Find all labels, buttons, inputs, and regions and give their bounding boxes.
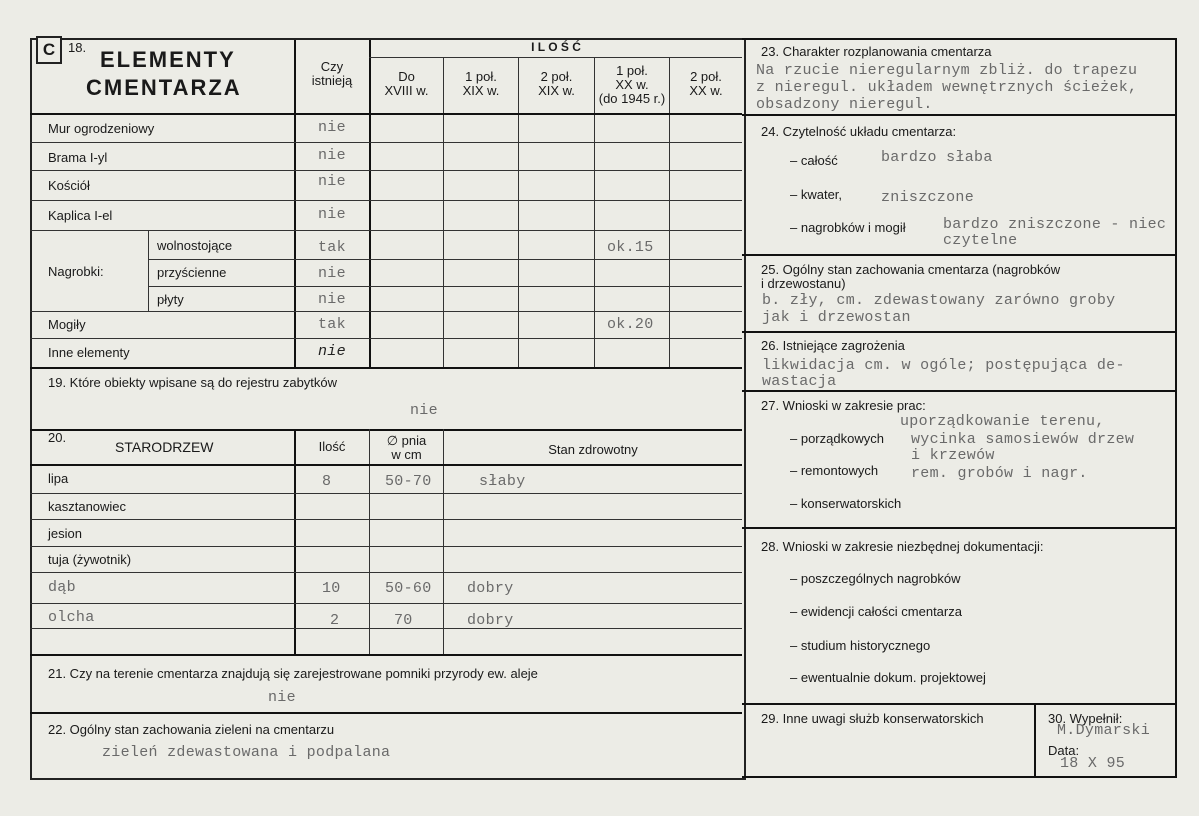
q28-label: 28. Wnioski w zakresie niezbędnej dokumentacji: xyxy=(761,539,1044,554)
q28-item-2: – studium historycznego xyxy=(790,638,931,653)
q25-line-1: jak i drzewostan xyxy=(762,309,911,326)
q24-item-value-1: zniszczone xyxy=(881,189,975,206)
tree-name-5: olcha xyxy=(48,609,95,626)
q24-item-label-0: – całość xyxy=(790,153,838,168)
tree-name-0: lipa xyxy=(48,471,69,486)
tree-pnia-0: 50-70 xyxy=(385,473,432,490)
header-col-4: 2 poł. XX w. xyxy=(689,69,723,98)
t20-col-stan: Stan zdrowotny xyxy=(548,442,638,457)
q29-label: 29. Inne uwagi służb konserwatorskich xyxy=(761,711,984,726)
section-title-line1: ELEMENTY xyxy=(100,47,236,72)
section-number: 18. xyxy=(68,40,87,55)
q27-porz-line-1: wycinka samosiewów drzew xyxy=(911,431,1135,448)
q21-label: 21. Czy na terenie cmentarza znajdują się zarejestrowane pomniki przyrody ew. aleje xyxy=(48,666,538,681)
q19-value: nie xyxy=(410,402,438,419)
q23-line-2: obsadzony nieregul. xyxy=(756,96,933,113)
q23-label: 23. Charakter rozplanowania cmentarza xyxy=(761,44,992,59)
row-label-2: Kościół xyxy=(48,178,90,193)
t20-title: STARODRZEW xyxy=(115,439,214,455)
czy-value-5: nie xyxy=(318,265,346,282)
tree-name-3: tuja (żywotnik) xyxy=(48,552,132,567)
q30-value: M.Dymarski xyxy=(1057,722,1151,739)
q24-item-value-2b: czytelne xyxy=(943,232,1018,249)
header-col-0: Do XVIII w. xyxy=(384,69,429,98)
q24-item-value-2a: bardzo zniszczone - niec xyxy=(943,216,1167,233)
czy-value-1: nie xyxy=(318,147,346,164)
row-label-5: przyścienne xyxy=(157,265,227,280)
q19-label: 19. Które obiekty wpisane są do rejestru zabytków xyxy=(48,375,338,390)
t20-number: 20. xyxy=(48,430,67,445)
q28-item-1: – ewidencji całości cmentarza xyxy=(790,604,962,619)
t20-col-pnia: ∅ pnia w cm xyxy=(386,433,427,462)
q22-label: 22. Ogólny stan zachowania zieleni na cmentarzu xyxy=(48,722,335,737)
tree-pnia-5: 70 xyxy=(394,612,413,629)
q27-porz-line-0: uporządkowanie terenu, xyxy=(900,413,1105,430)
tree-stan-0: słaby xyxy=(479,473,526,490)
q24-item-label-1: – kwater, xyxy=(790,187,843,202)
czy-value-7: tak xyxy=(318,316,346,333)
row-label-6: płyty xyxy=(157,292,184,307)
q25-label-2: i drzewostanu) xyxy=(761,276,846,291)
header-col-2: 2 poł. XIX w. xyxy=(538,69,575,98)
section-title-line2: CMENTARZA xyxy=(86,75,242,100)
ilosc-value-4: ok.15 xyxy=(607,239,654,256)
tree-ilosc-0: 8 xyxy=(322,473,332,490)
q26-line-1: wastacja xyxy=(762,373,837,390)
section-badge xyxy=(36,36,62,64)
row-label-0: Mur ogrodzeniowy xyxy=(48,121,155,136)
q28-item-0: – poszczególnych nagrobków xyxy=(790,571,961,586)
q27-rem-label: – remontowych xyxy=(790,463,879,478)
czy-value-8: nie xyxy=(318,343,346,360)
q24-label: 24. Czytelność układu cmentarza: xyxy=(761,124,957,139)
tree-name-1: kasztanowiec xyxy=(48,499,127,514)
q27-kons-label: – konserwatorskich xyxy=(790,496,902,511)
tree-stan-5: dobry xyxy=(467,612,514,629)
header-col-3: 1 poł. XX w. (do 1945 r.) xyxy=(598,63,666,106)
q26-label: 26. Istniejące zagrożenia xyxy=(761,338,905,353)
q30-label: 30. Wypełnił: xyxy=(1048,711,1123,726)
ilosc-value-7: ok.20 xyxy=(607,316,654,333)
q24-item-value-0: bardzo słaba xyxy=(881,149,993,166)
q25-label-1: 25. Ogólny stan zachowania cmentarza (nagrobków xyxy=(761,262,1061,277)
tree-ilosc-5: 2 xyxy=(330,612,340,629)
q24-item-label-2: – nagrobków i mogił xyxy=(790,220,906,235)
q27-porz-label: – porządkowych xyxy=(790,431,884,446)
t20-col-ilosc: Ilość xyxy=(318,439,346,454)
tree-name-2: jesion xyxy=(48,526,82,541)
q23-line-1: z nieregul. układem wewnętrznych ścieżek, xyxy=(756,79,1138,96)
q22-value: zieleń zdewastowana i podpalana xyxy=(102,744,391,761)
q28-item-3: – ewentualnie dokum. projektowej xyxy=(790,670,986,685)
czy-value-6: nie xyxy=(318,291,346,308)
czy-value-4: tak xyxy=(318,239,346,256)
q23-line-0: Na rzucie nieregularnym zbliż. do trapezu xyxy=(756,62,1138,79)
nagrobki-label: Nagrobki: xyxy=(48,264,104,279)
row-label-8: Inne elementy xyxy=(48,345,130,360)
section-badge-text: C xyxy=(42,40,56,59)
q30-data-value: 18 X 95 xyxy=(1060,755,1126,772)
q27-rem-value: rem. grobów i nagr. xyxy=(911,465,1088,482)
q26-line-0: likwidacja cm. w ogóle; postępująca de- xyxy=(762,357,1125,374)
q21-value: nie xyxy=(268,689,296,706)
tree-pnia-4: 50-60 xyxy=(385,580,432,597)
row-label-7: Mogiły xyxy=(48,317,86,332)
header-ilosc: I L O Ś Ć xyxy=(531,40,581,54)
tree-stan-4: dobry xyxy=(467,580,514,597)
tree-ilosc-4: 10 xyxy=(322,580,341,597)
row-label-1: Brama I-yl xyxy=(48,150,108,165)
czy-value-0: nie xyxy=(318,119,346,136)
q27-porz-line-2: i krzewów xyxy=(911,447,995,464)
q30-data-label: Data: xyxy=(1048,743,1080,758)
header-col-1: 1 poł. XIX w. xyxy=(462,69,500,98)
czy-value-2: nie xyxy=(318,173,346,190)
header-czy: Czy istnieją xyxy=(311,59,353,88)
row-label-4: wolnostojące xyxy=(157,238,233,253)
q27-label: 27. Wnioski w zakresie prac: xyxy=(761,398,926,413)
tree-name-4: dąb xyxy=(48,579,76,596)
q25-line-0: b. zły, cm. zdewastowany zarówno groby xyxy=(762,292,1116,309)
czy-value-3: nie xyxy=(318,206,346,223)
row-label-3: Kaplica I-el xyxy=(48,208,113,223)
